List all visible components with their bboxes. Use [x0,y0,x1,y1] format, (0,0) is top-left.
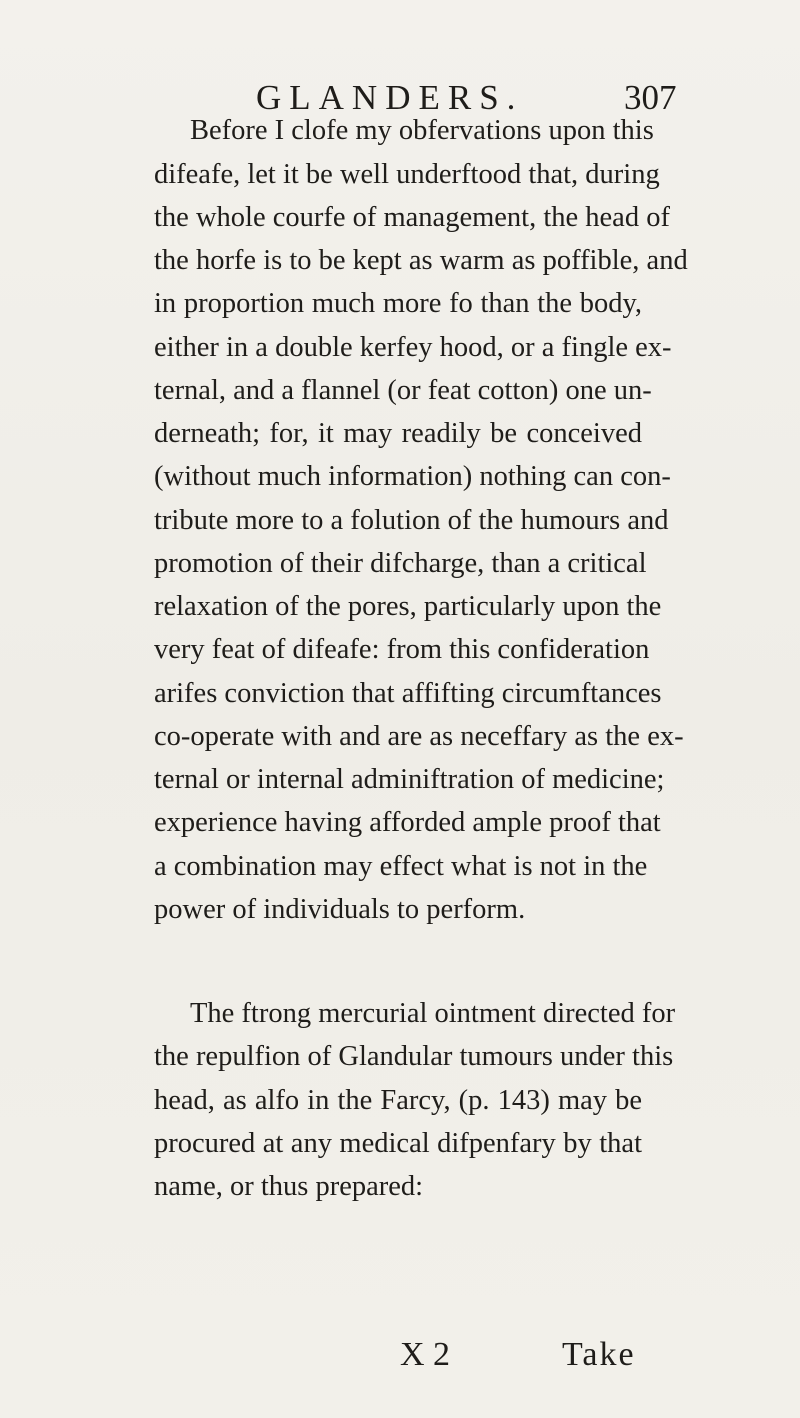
text-line: in proportion much more fo than the body, [154,288,642,319]
text-line: (without much information) nothing can con- [154,461,671,492]
text-line: difeafe, let it be well underftood that, during [154,159,660,190]
text-line: procured at any medical difpenfary by that [154,1128,642,1159]
text-line: either in a double kerfey hood, or a fingle ex- [154,332,672,363]
running-head: GLANDERS. [256,78,524,117]
catchword: Take [562,1336,636,1373]
page-number: 307 [624,78,677,117]
text-line: the horfe is to be kept as warm as poffible, and [154,245,688,276]
text-line: a combination may effect what is not in the [154,851,648,882]
text-line: ternal, and a flannel (or feat cotton) one un- [154,375,652,406]
text-line: power of individuals to perform. [154,894,526,925]
text-line: name, or thus prepared: [154,1171,424,1202]
text-line: derneath; for, it may readily be conceived [154,418,642,449]
text-line: very feat of difeafe: from this confideration [154,634,650,665]
text-line: The ftrong mercurial ointment directed for [190,998,676,1029]
text-line: head, as alfo in the Farcy, (p. 143) may be [154,1085,642,1116]
text-line: co-operate with and are as neceffary as the ex- [154,721,684,752]
text-line: relaxation of the pores, particularly upon the [154,591,662,622]
text-line: promotion of their difcharge, than a critical [154,548,647,579]
text-line: arifes conviction that affifting circumftances [154,678,662,709]
signature-mark: X 2 [400,1336,451,1373]
text-line: tribute more to a folution of the humours and [154,505,669,536]
text-line: Before I clofe my obfervations upon this [190,115,654,146]
text-line: the repulfion of Glandular tumours under this [154,1041,674,1072]
text-line: ternal or internal adminiftration of medicine; [154,764,665,795]
text-line: the whole courfe of management, the head of [154,202,670,233]
page-footer [0,1336,800,1386]
text-line: experience having afforded ample proof that [154,807,661,838]
